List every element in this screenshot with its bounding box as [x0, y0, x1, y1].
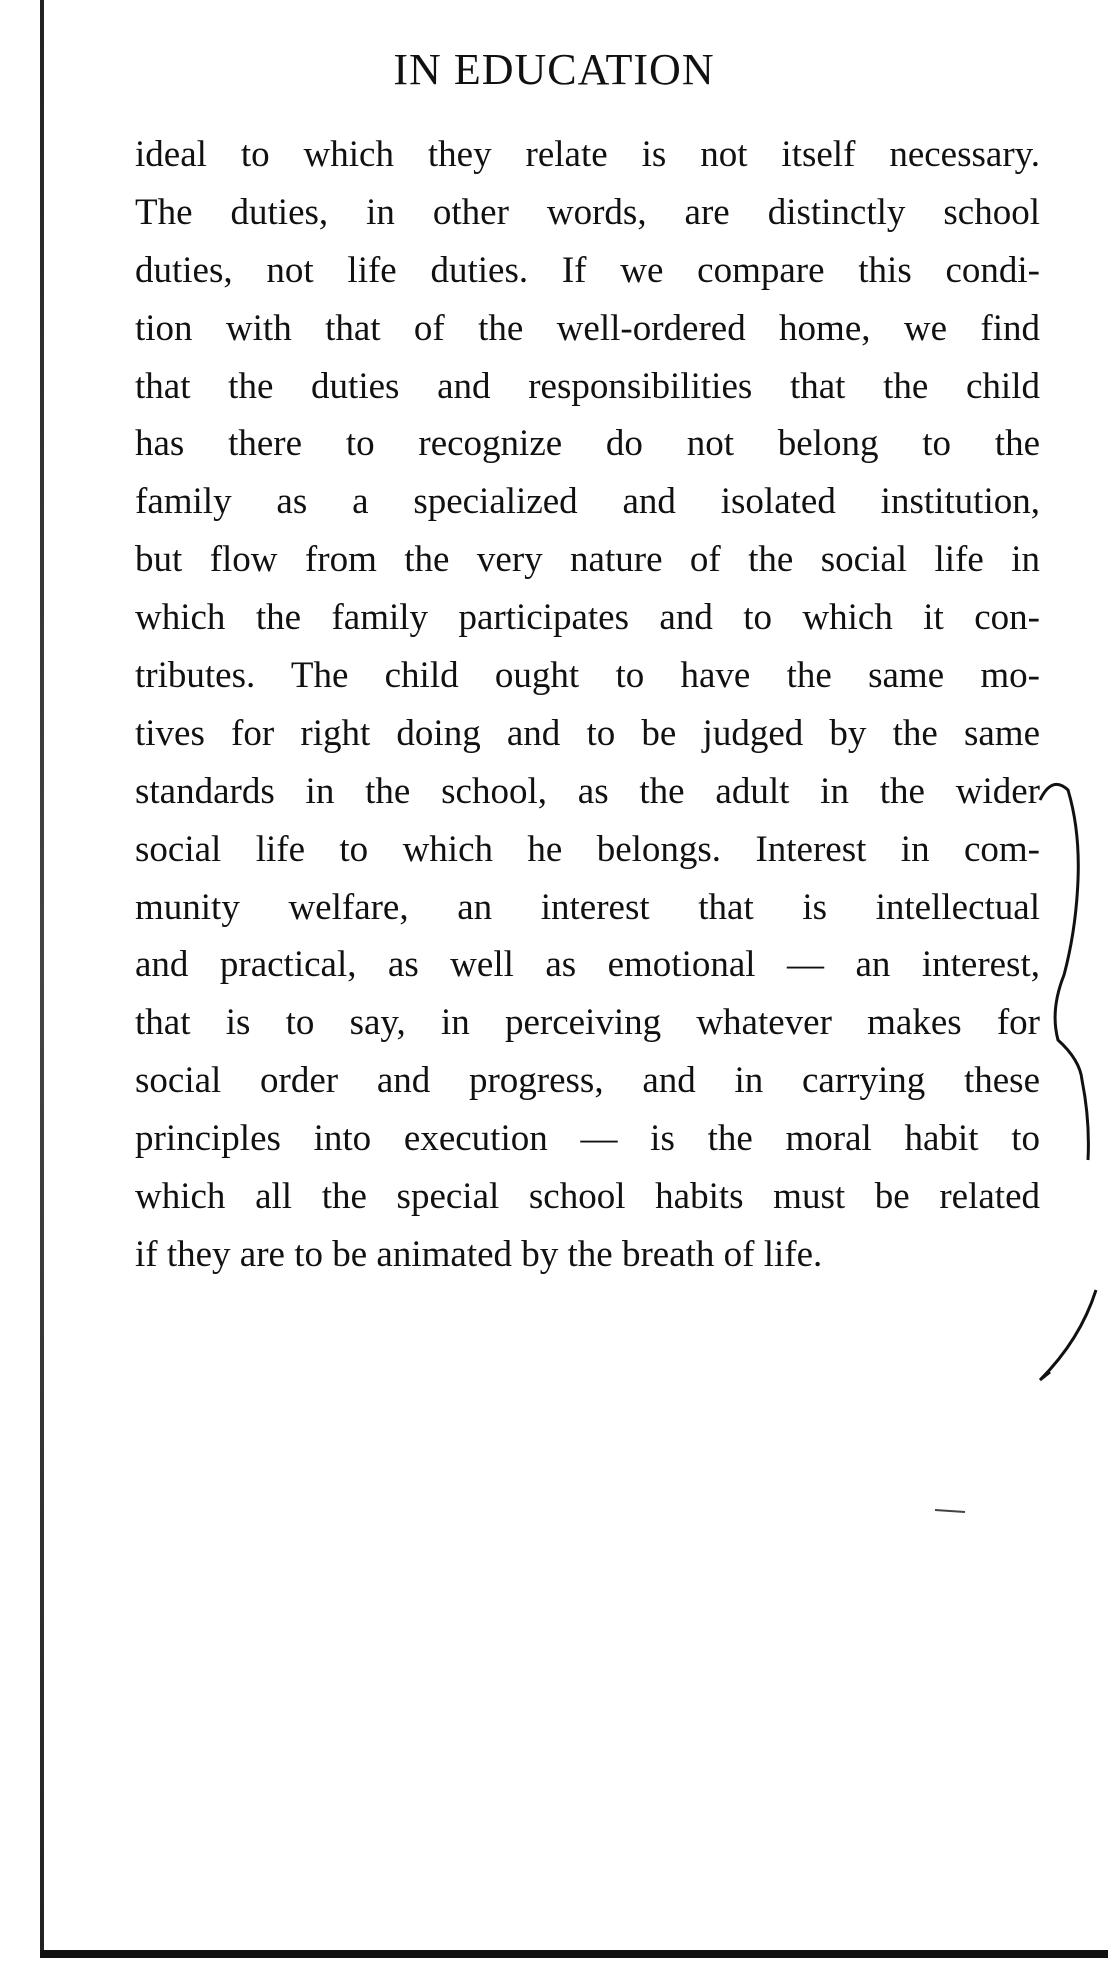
- text-line: has there to recognize do not belong to the: [135, 423, 1040, 465]
- text-line: tributes. The child ought to have the same mo-: [135, 655, 1040, 697]
- text-line: but flow from the very nature of the social life in: [135, 539, 1040, 581]
- text-line: principles into execution — is the moral habit to: [135, 1118, 1040, 1160]
- text-line: tion with that of the well-ordered home, we find: [135, 307, 1040, 349]
- text-line: social order and progress, and in carrying these: [135, 1060, 1040, 1102]
- pen-stroke-mark: [1040, 1290, 1096, 1380]
- text-line: social life to which he belongs. Interest in com-: [135, 828, 1040, 870]
- running-head: IN EDUCATION: [393, 45, 715, 94]
- text-line: which the family participates and to which it con-: [135, 597, 1040, 639]
- text-line: family as a specialized and isolated institution,: [135, 481, 1040, 523]
- text-line: that is to say, in perceiving whatever makes for: [135, 1002, 1040, 1044]
- bracket-mark: [1040, 784, 1088, 1160]
- text-line: ideal to which they relate is not itself necessary.: [135, 134, 1040, 175]
- stray-mark: [935, 1510, 965, 1512]
- text-line: and practical, as well as emotional — an interest,: [135, 944, 1040, 986]
- text-line: that the duties and responsibilities that the child: [135, 365, 1040, 407]
- text-line: tives for right doing and to be judged by the same: [135, 712, 1040, 754]
- text-line: The duties, in other words, are distinctly school: [135, 191, 1040, 233]
- text-line: which all the special school habits must be related: [135, 1176, 1040, 1218]
- text-line: duties, not life duties. If we compare this condi-: [135, 249, 1040, 291]
- text-line: if they are to be animated by the breath of life.: [135, 1233, 823, 1275]
- text-line: munity welfare, an interest that is intellectual: [135, 886, 1040, 928]
- text-line: standards in the school, as the adult in the wider: [135, 770, 1040, 812]
